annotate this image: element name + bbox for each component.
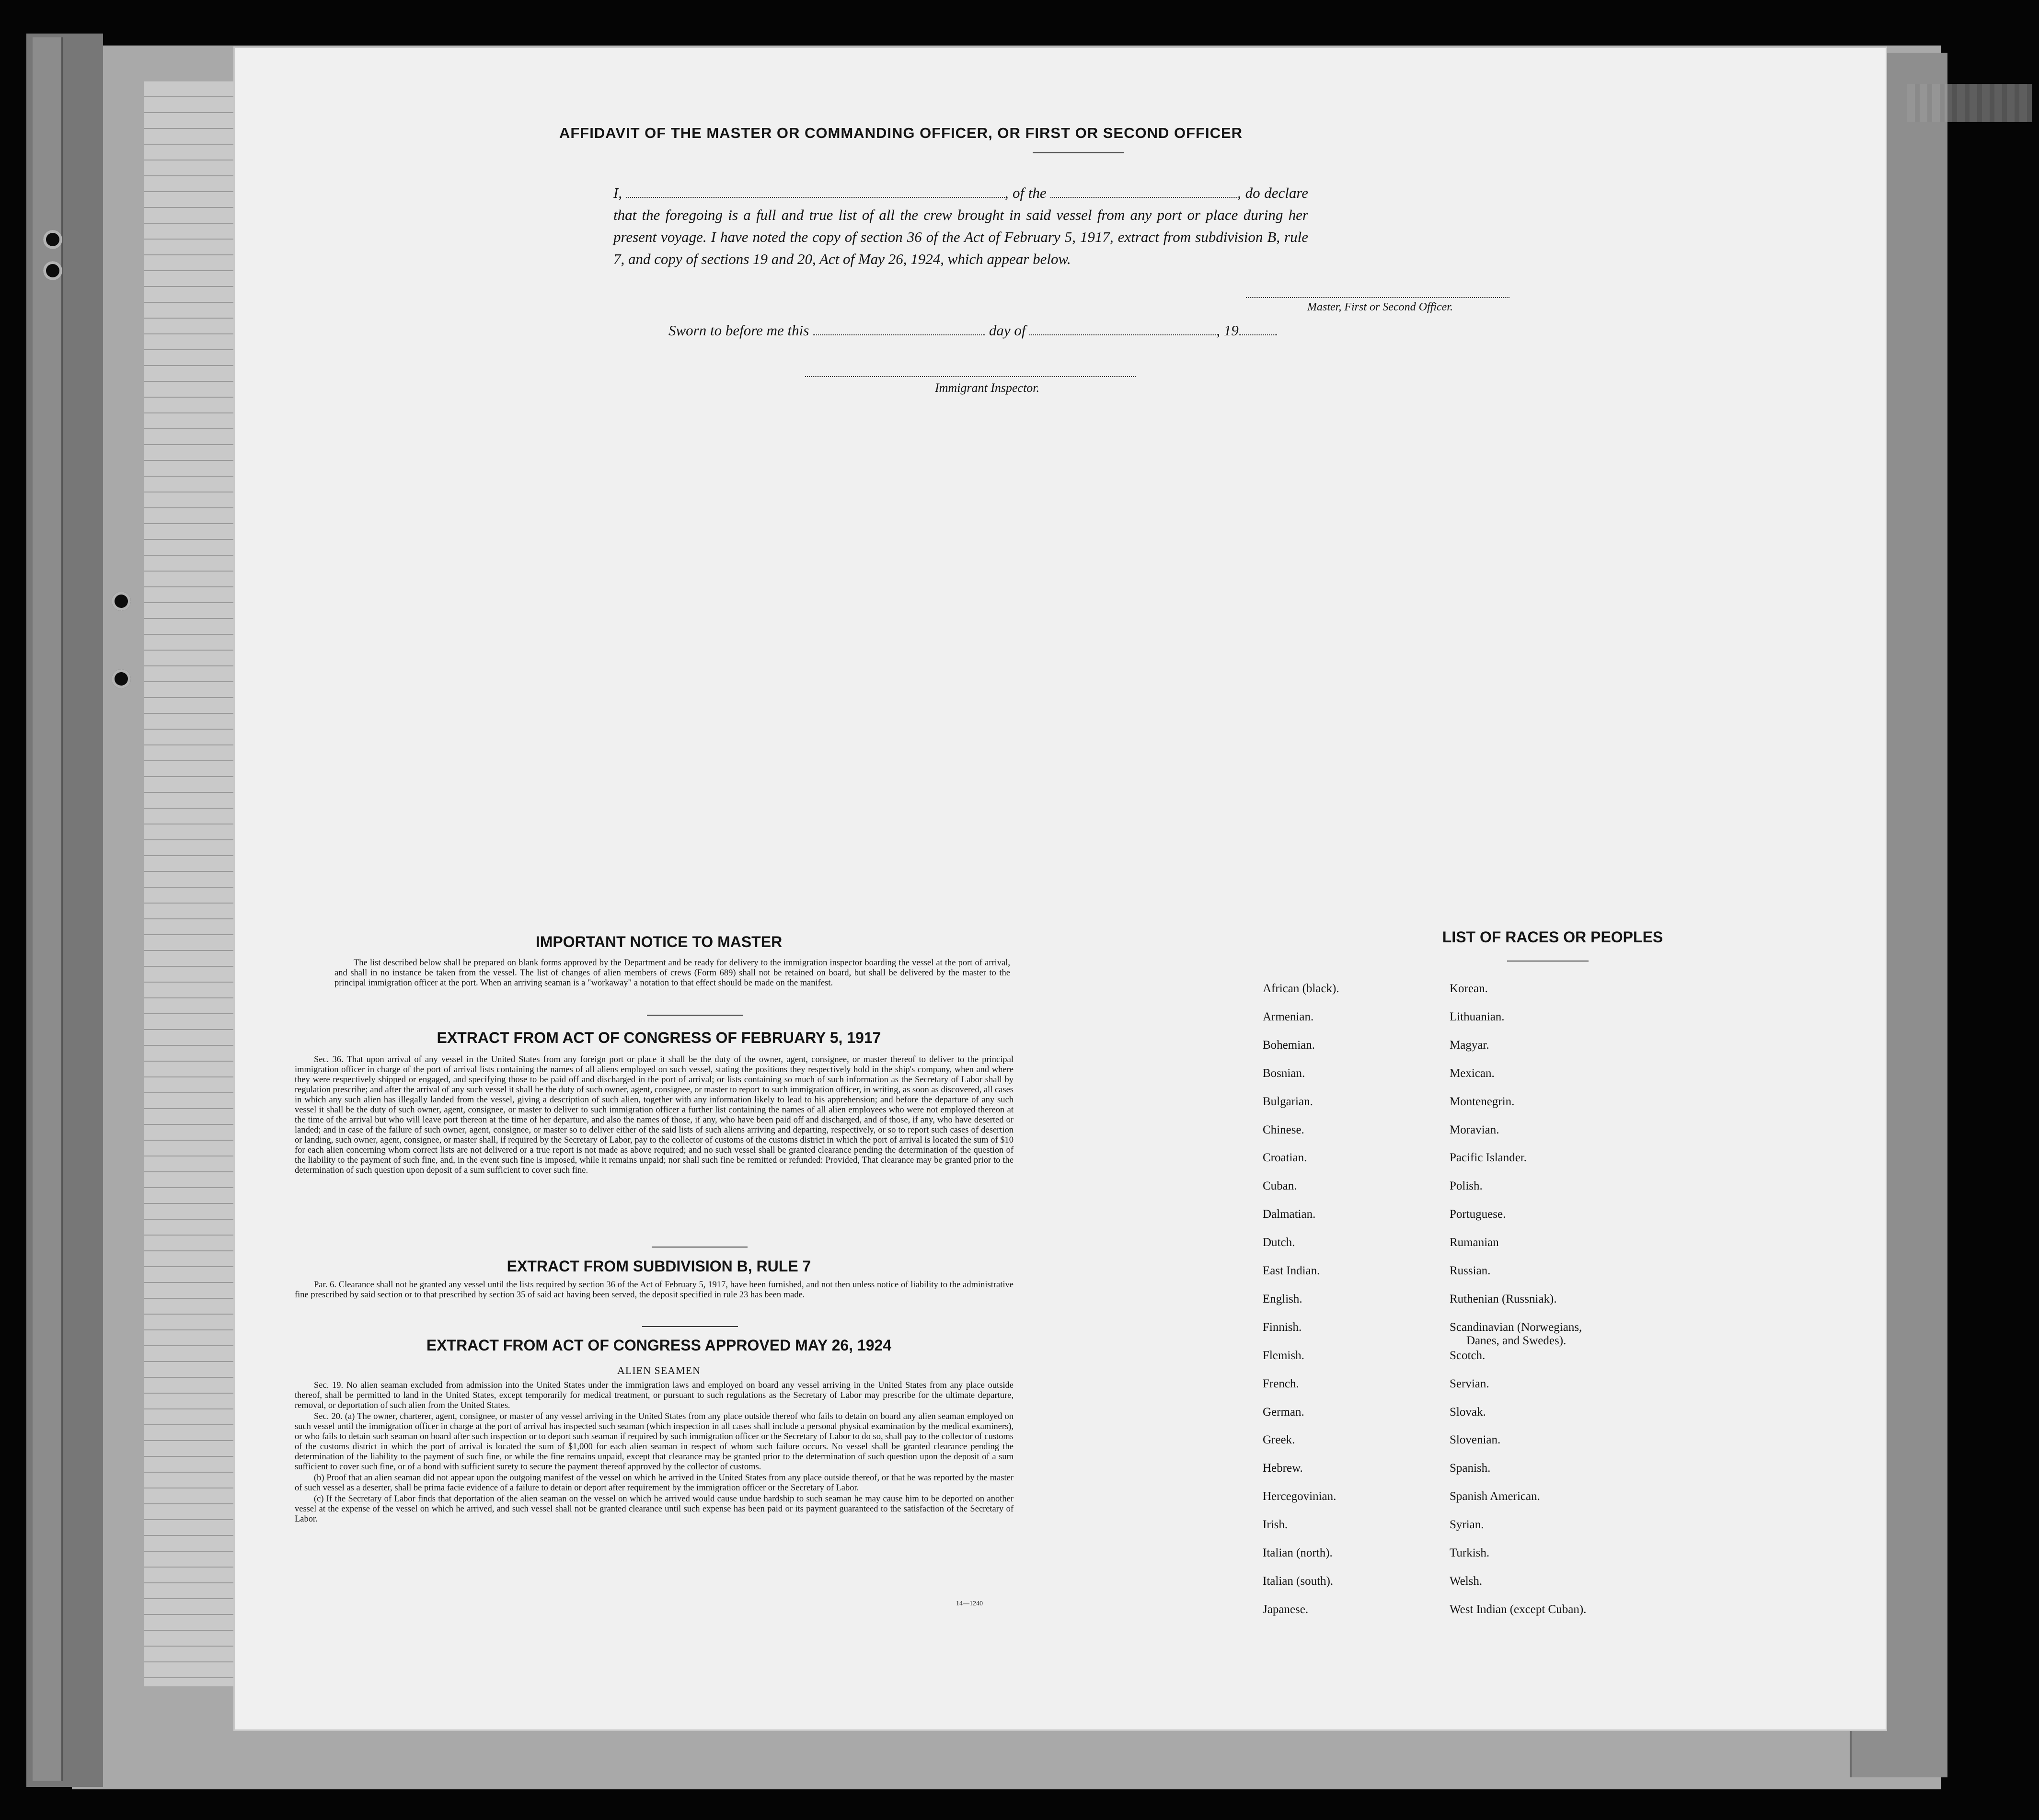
sec-20b-paragraph: (b) Proof that an alien seaman did not appear upon the outgoing manifest of the vessel on which he arrived in the United States from any place outside thereof, or that he was reported by the master of such vessel as a deserter, shall be prima facie evidence of a failure to detain or deport after requirement by the immigration officer or the Secretary of Labor. xyxy=(295,1473,1014,1493)
race-item: Korean. xyxy=(1450,982,1488,995)
race-item: Slovak. xyxy=(1450,1405,1486,1419)
race-item: English. xyxy=(1263,1292,1302,1305)
race-item: Italian (south). xyxy=(1263,1574,1334,1588)
race-item: Turkish. xyxy=(1450,1546,1490,1559)
sec-20c-paragraph: (c) If the Secretary of Labor finds that deportation of the alien seaman on the vessel on which he arrived would cause undue hardship to such seaman he may cause him to be deported on another vessel at the expense of the vessel on which he arrived, and such vessel shall not be granted clearance until such expense has been paid or its payment guaranteed to the satisfaction of the Secretary of Labor. xyxy=(295,1494,1014,1524)
races-heading: LIST OF RACES OR PEOPLES xyxy=(1442,928,1663,946)
section-rule xyxy=(652,1247,748,1248)
master-signature-label: Master, First or Second Officer. xyxy=(1307,301,1453,313)
race-item: Lithuanian. xyxy=(1450,1010,1505,1023)
punch-hole xyxy=(43,261,62,280)
race-item: Ruthenian (Russniak). xyxy=(1450,1292,1557,1305)
section-rule xyxy=(642,1326,738,1327)
affidavit-i: I, xyxy=(613,184,622,201)
form-number: 14—1240 xyxy=(956,1600,983,1607)
bleed-through-heading xyxy=(1907,84,2032,122)
race-item: Portuguese. xyxy=(1450,1208,1506,1221)
race-item: Dalmatian. xyxy=(1263,1208,1316,1221)
races-heading-rule xyxy=(1507,961,1589,962)
sec-20a-paragraph: Sec. 20. (a) The owner, charterer, agent, consignee, or master of any vessel arriving in the United States from any place outside thereof who fails to detain on board any alien seaman employed on such vessel until the immigration officer in charge at the port of arrival has inspected such seaman (which inspection in all cases shall include a personal physical examination by the medical examiners), or who fails to detain such seaman on board after such inspection or to deport such seaman if required by such immigration officer or the Secretary of Labor to do so, shall pay to the collector of customs of the customs district in which the port of arrival is located the sum of $1,000 for each alien seaman in respect of whom such failure occurs. No vessel shall be granted clearance pending the determination of the liability to the payment of such fine, or while the fine remains unpaid, except that clearance may be granted prior to the determination of such question upon the deposit of a sum sufficient to cover such fine, or of a bond with sufficient surety to secure the payment thereof approved by the collector of customs. xyxy=(295,1412,1014,1472)
race-item: Slovenian. xyxy=(1450,1433,1501,1447)
race-item: Moravian. xyxy=(1450,1123,1499,1136)
race-item: Syrian. xyxy=(1450,1518,1484,1532)
race-item: Scandinavian (Norwegians, xyxy=(1450,1320,1582,1334)
master-signature-line[interactable] xyxy=(1246,297,1509,298)
race-item: Polish. xyxy=(1450,1179,1483,1193)
day-blank[interactable] xyxy=(813,322,985,335)
statement-text: that the foregoing is a full and true list of all the crew brought in said vessel from any port or place during her present voyage. I have noted the copy of section 36 of the Act of February 5, 1917, extract from subdivision B, rule 7, and copy of sections 19 and 20, Act of May 26, 1924, which appear below. xyxy=(613,206,1308,267)
race-item: Montenegrin. xyxy=(1450,1095,1515,1108)
race-item: Bulgarian. xyxy=(1263,1095,1313,1108)
race-item: Welsh. xyxy=(1450,1574,1483,1588)
sworn-line xyxy=(668,322,1277,339)
vessel-blank[interactable] xyxy=(1050,184,1237,198)
race-item: Rumanian xyxy=(1450,1236,1499,1249)
extract-1924-body xyxy=(295,1381,1014,1525)
affidavit-page xyxy=(235,48,1886,1729)
race-item: French. xyxy=(1263,1377,1299,1390)
race-item: Servian. xyxy=(1450,1377,1489,1390)
race-item: Russian. xyxy=(1450,1264,1491,1277)
race-item: Scotch. xyxy=(1450,1349,1486,1362)
race-item: Dutch. xyxy=(1263,1236,1295,1249)
year-prefix: , 19 xyxy=(1216,322,1239,339)
lined-sheet-edge xyxy=(144,81,240,1686)
race-item: Irish. xyxy=(1263,1518,1288,1532)
affidavit-statement xyxy=(613,182,1308,270)
par-6-paragraph: Par. 6. Clearance shall not be granted any vessel until the lists required by section 36 of the Act of February 5, 1917, have been furnished, and not then unless notice of liability to the administrative fine prescribed by said section or to that prescribed by section 35 of said act having been served, the deposit specified in rule 23 has been made. xyxy=(295,1280,1014,1300)
race-item: Chinese. xyxy=(1263,1123,1304,1136)
race-item: Croatian. xyxy=(1263,1151,1307,1165)
sec-36-paragraph: Sec. 36. That upon arrival of any vessel in the United States from any foreign port or place it shall be the duty of the owner, agent, consignee, or master thereof to deliver to the principal immigration officer in charge of the port of arrival lists containing the names of all aliens employed on such vessel, stating the positions they respectively hold in the ship's company, when and where they were respectively shipped or engaged, and specifying those to be paid off and discharged in the port of arrival; or lists containing so much of such information as the Secretary of Labor shall by regulation prescribe; and after the arrival of any such vessel it shall be the duty of such owner, agent, consignee, or master to report to such immigration officer, in writing, as soon as discovered, all cases in which any such alien has illegally landed from the vessel, giving a description of such alien, together with any information likely to lead to his apprehension; and before the departure of any such vessel it shall be the duty of such owner, agent, consignee, or master to deliver to such immigration officer a further list containing the names of all alien employees who were not employed thereon at the time of the arrival but who will leave port thereon at the time of her departure, and also the names of those, if any, who have been paid off and discharged, and of those, if any, who have deserted or landed; and in case of the failure of such owner, agent, consignee, or master so to deliver either of the said lists of such aliens arriving and departing, respectively, or so to report such cases of desertion or landing, such owner, agent, consignee, or master shall, if required by the Secretary of Labor, pay to the collector of customs of the customs district in which the port of arrival is located the sum of $10 for each alien concerning whom correct lists are not delivered or a true report is not made as above required; and no such vessel shall be granted clearance pending the determination of the question of the liability to the payment of such fine, and, in the event such fine is imposed, while it remains unpaid; nor shall such fine be remitted or refunded: Provided, That clearance may be granted prior to the determination of such question upon deposit of a sum sufficient to cover such fine. xyxy=(295,1055,1014,1175)
name-blank[interactable] xyxy=(626,184,1005,198)
race-item: East Indian. xyxy=(1263,1264,1320,1277)
race-item: West Indian (except Cuban). xyxy=(1450,1603,1587,1616)
do-declare-text: , do declare xyxy=(1237,184,1309,201)
race-item: Japanese. xyxy=(1263,1603,1309,1616)
extract-1917-body xyxy=(295,1055,1014,1177)
affidavit-heading: AFFIDAVIT OF THE MASTER OR COMMANDING OFFICER, OR FIRST OR SECOND OFFICER xyxy=(559,125,1243,141)
race-item: German. xyxy=(1263,1405,1304,1419)
notice-body xyxy=(334,958,1010,989)
race-item: Flemish. xyxy=(1263,1349,1304,1362)
race-item: Spanish. xyxy=(1450,1462,1491,1475)
sworn-prefix: Sworn to before me this xyxy=(668,322,809,339)
extract-1924-heading: EXTRACT FROM ACT OF CONGRESS APPROVED MAY 26, 1924 xyxy=(426,1337,892,1354)
notice-heading: IMPORTANT NOTICE TO MASTER xyxy=(535,933,783,950)
race-item: Pacific Islander. xyxy=(1450,1151,1527,1165)
race-item: Hebrew. xyxy=(1263,1462,1303,1475)
alien-seamen-subheading: ALIEN SEAMEN xyxy=(617,1364,701,1376)
race-item: Bosnian. xyxy=(1263,1066,1305,1080)
race-item: Finnish. xyxy=(1263,1320,1302,1334)
heading-rule xyxy=(1033,152,1124,153)
section-rule xyxy=(647,1015,743,1016)
race-item: African (black). xyxy=(1263,982,1339,995)
extract-1917-heading: EXTRACT FROM ACT OF CONGRESS OF FEBRUARY 5, 1917 xyxy=(437,1029,881,1046)
race-item: Spanish American. xyxy=(1450,1490,1540,1503)
race-item: Greek. xyxy=(1263,1433,1295,1447)
race-item: Hercegovinian. xyxy=(1263,1490,1336,1503)
of-the-text: , of the xyxy=(1004,184,1047,201)
race-item: Cuban. xyxy=(1263,1179,1297,1193)
inspector-signature-line[interactable] xyxy=(805,376,1136,377)
punch-hole xyxy=(112,669,131,688)
notice-paragraph: The list described below shall be prepared on blank forms approved by the Department and be ready for delivery to the immigration inspector boarding the vessel at the port of arrival, and shall in no instance be taken from the vessel. The list of changes of alien members of crews (Form 689) shall not be retained on board, but shall be delivered by the master to the principal immigration officer at the port. When an arriving seaman is a "workaway" a notation to that effect should be made on the manifest. xyxy=(334,958,1010,988)
inspector-signature-label: Immigrant Inspector. xyxy=(934,381,1040,395)
left-binding-strip xyxy=(33,37,63,1781)
race-item: Mexican. xyxy=(1450,1066,1495,1080)
rule-7-body xyxy=(295,1280,1014,1301)
race-item: Danes, and Swedes). xyxy=(1466,1334,1567,1347)
month-blank[interactable] xyxy=(1029,322,1216,335)
race-item: Magyar. xyxy=(1450,1038,1489,1052)
punch-hole xyxy=(43,230,62,249)
race-item: Bohemian. xyxy=(1263,1038,1315,1052)
race-item: Armenian. xyxy=(1263,1010,1314,1023)
sec-19-paragraph: Sec. 19. No alien seaman excluded from admission into the United States under the immigration laws and employed on board any vessel arriving in the United States from any place outside thereof, shall be permitted to land in the United States, except temporarily for medical treatment, or pursuant to such regulations as the Secretary of Labor may prescribe for the ultimate departure, removal, or deportation of such alien from the United States. xyxy=(295,1381,1014,1410)
day-of-text: day of xyxy=(989,322,1026,339)
race-item: Italian (north). xyxy=(1263,1546,1333,1559)
year-blank[interactable] xyxy=(1239,322,1277,335)
punch-hole xyxy=(112,592,131,611)
rule-7-heading: EXTRACT FROM SUBDIVISION B, RULE 7 xyxy=(507,1258,811,1275)
